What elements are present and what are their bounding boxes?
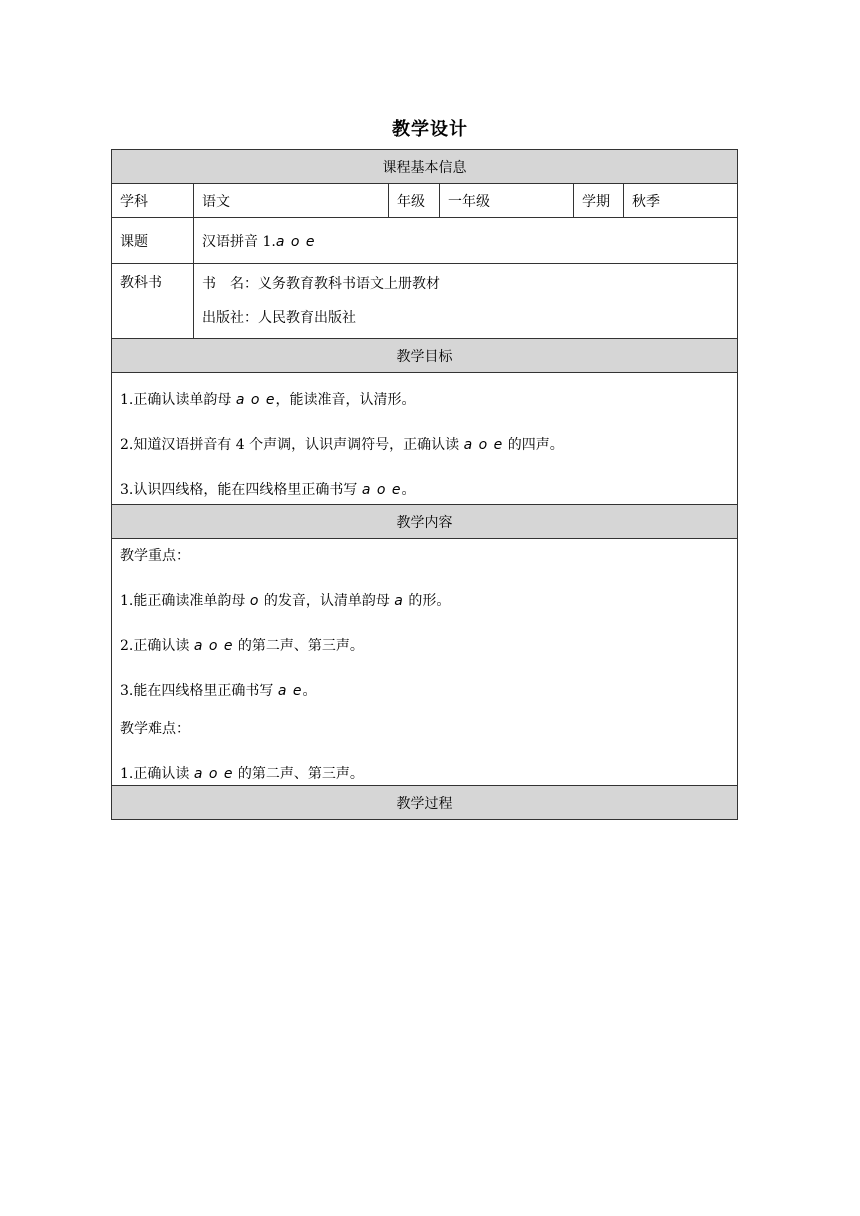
key-point-1 <box>120 590 729 612</box>
lesson-plan-table <box>111 149 738 820</box>
goals-row <box>112 373 738 505</box>
grade-label: 年级 <box>389 184 440 218</box>
content-header: 教学内容 <box>112 505 738 539</box>
goal-1-text-b: ，能读准音，认清形。 <box>275 392 416 408</box>
textbook-label: 教科书 <box>112 264 194 339</box>
goals-header: 教学目标 <box>112 339 738 373</box>
subject-row <box>112 184 738 218</box>
goals-header-row <box>112 339 738 373</box>
basic-info-header: 课程基本信息 <box>112 150 738 184</box>
goal-2-text-a: 2.知道汉语拼音有 4 个声调，认识声调符号，正确认读 <box>120 437 464 453</box>
textbook-value <box>194 264 738 339</box>
subject-value: 语文 <box>194 184 389 218</box>
goal-3-pinyin: a o e <box>361 482 402 498</box>
goal-1-pinyin: a o e <box>235 392 276 408</box>
key-3-text-a: 3.能在四线格里正确书写 <box>120 683 278 699</box>
key-1-text-b: 的发音，认清单韵母 <box>259 593 395 609</box>
content-row <box>112 539 738 786</box>
key-3-text-b: 。 <box>302 683 317 699</box>
key-1-text-c: 的形。 <box>403 593 451 609</box>
diff-1-text-b: 的第二声、第三声。 <box>233 766 364 782</box>
content-body <box>112 539 738 786</box>
grade-value: 一年级 <box>440 184 574 218</box>
topic-label: 课题 <box>112 218 194 264</box>
key-1-pinyin-2: a <box>394 593 404 609</box>
process-header: 教学过程 <box>112 786 738 820</box>
key-2-text-a: 2.正确认读 <box>120 638 194 654</box>
key-1-text-a: 1.能正确读准单韵母 <box>120 593 250 609</box>
key-2-text-b: 的第二声、第三声。 <box>233 638 364 654</box>
goal-3-text-a: 3.认识四线格，能在四线格里正确书写 <box>120 482 362 498</box>
goal-item-2 <box>120 434 729 456</box>
goal-2-text-b: 的四声。 <box>503 437 564 453</box>
goal-1-text-a: 1.正确认读单韵母 <box>120 392 236 408</box>
goal-item-1 <box>120 389 729 411</box>
process-header-row <box>112 786 738 820</box>
key-3-pinyin: a e <box>277 683 303 699</box>
term-value: 秋季 <box>624 184 738 218</box>
textbook-row <box>112 264 738 339</box>
topic-row <box>112 218 738 264</box>
topic-value <box>194 218 738 264</box>
goal-2-pinyin: a o e <box>463 437 504 453</box>
topic-text: 汉语拼音 1. <box>202 233 276 250</box>
goal-3-text-b: 。 <box>401 482 416 498</box>
key-point-3 <box>120 680 729 702</box>
key-point-2 <box>120 635 729 657</box>
content-header-row <box>112 505 738 539</box>
key-2-pinyin: a o e <box>193 638 234 654</box>
basic-info-header-row <box>112 150 738 184</box>
key-points-label: 教学重点： <box>120 548 190 564</box>
goal-item-3 <box>120 479 729 501</box>
key-1-pinyin-1: o <box>249 593 260 609</box>
diff-1-pinyin: a o e <box>193 766 234 782</box>
difficult-points-label: 教学难点： <box>120 721 190 737</box>
difficult-point-1 <box>120 763 729 785</box>
subject-label: 学科 <box>112 184 194 218</box>
topic-pinyin: a o e <box>275 233 316 250</box>
textbook-publisher: 出版社：人民教育出版社 <box>202 310 356 326</box>
diff-1-text-a: 1.正确认读 <box>120 766 194 782</box>
textbook-name: 书 名：义务教育教科书语文上册教材 <box>202 276 440 292</box>
term-label: 学期 <box>574 184 624 218</box>
page-title: 教学设计 <box>392 119 468 140</box>
goals-body <box>112 373 738 505</box>
